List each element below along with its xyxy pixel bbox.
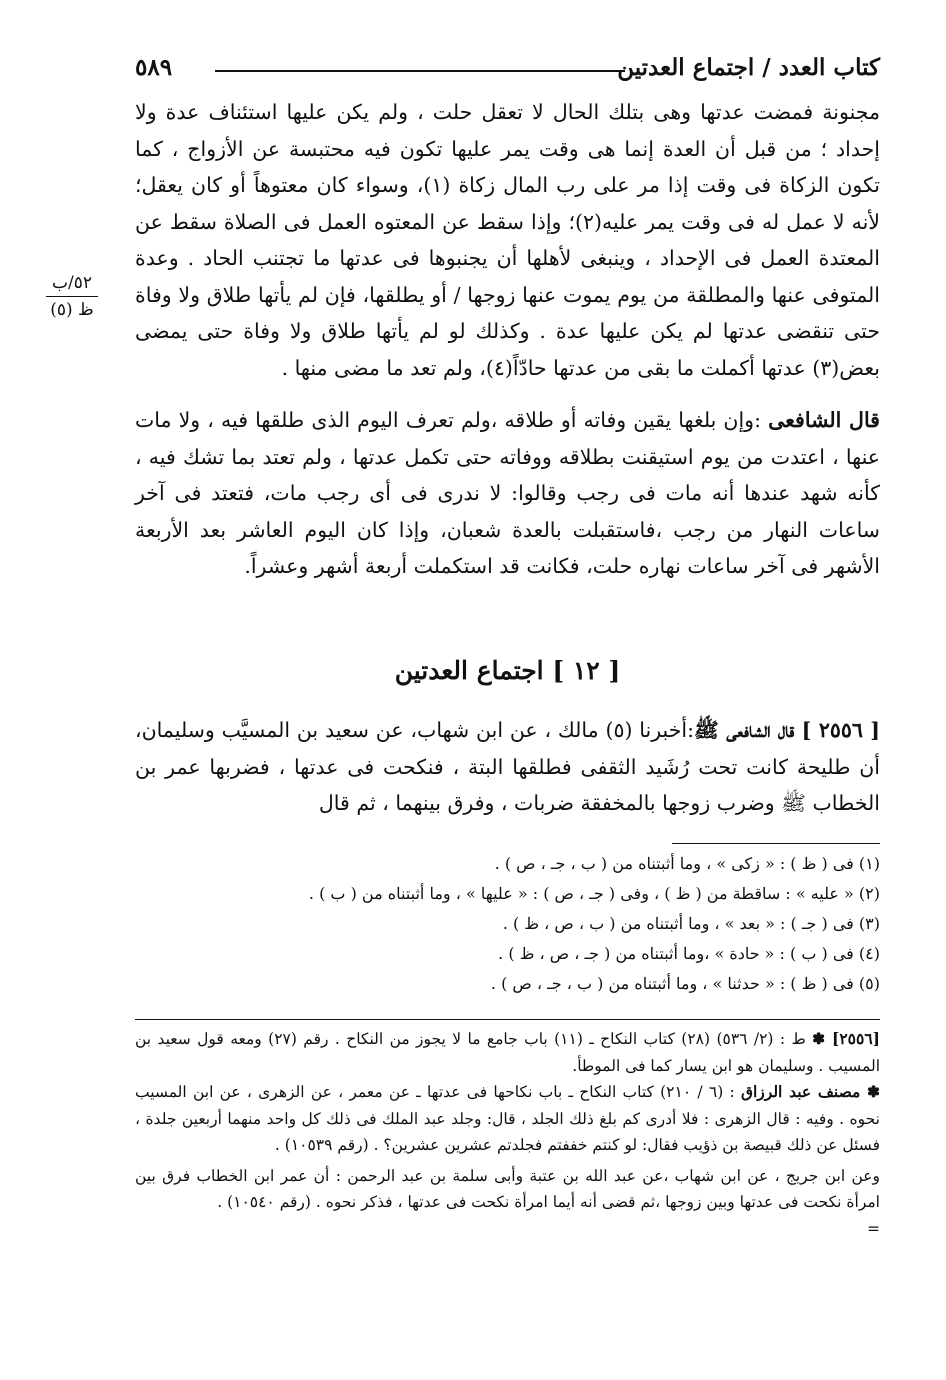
paragraph-2	[135, 402, 880, 585]
running-header	[135, 50, 880, 90]
paragraph-3-text: :أخبرنا (٥) مالك ، عن ابن شهاب، عن سعيد بن المسيَّب وسليمان، أن طليحة كانت تحت رُشَيد الثقفى فطلقها البتة ، فنكحت فى عدتها ، فضربها عمر بن الخطاب ﷺ وضرب زوجها بالمخفقة ضربات ، وفرق بينهما ، ثم قال	[135, 718, 880, 815]
footnote: (٥) فى ( ظ ) : « حدثنا » ، وما أثبتناه من ( ب ، جـ ، ص ) .	[490, 974, 880, 993]
footnote: (٢) « عليه » : ساقطة من ( ظ ) ، وفى ( جـ ، ص ) : « عليها » ، وما أثبتناه من ( ب ) .	[308, 884, 880, 903]
margin-note-rule	[46, 296, 98, 297]
margin-note-line-2: ظ (٥)	[50, 300, 94, 320]
paragraph-3-lead: [ ٢٥٥٦ ] قال الشافعى ﷺ	[694, 718, 880, 742]
source-entry-lead: [٢٥٥٦] ✽	[812, 1029, 880, 1048]
sources-rule	[135, 1019, 880, 1020]
source-entry-text: : (٦ / ٢١٠) كتاب النكاح ـ باب نكاحها فى عدتها ـ عن معمر ، عن الزهرى ، عن ابن المسيب نحوه . وفيه : قال الزهرى : فلا أدرى كم بلغ ذلك الجلد ، قال: وجلد عبد الملك فى ذلك كل واحد منهما أربعين جلدة ، فسئل عن ذلك قبيصة بن ذؤيب فقال: لو كنتم خففتم فجلدتم عشرين عشرين؟ . (رقم ١٠٥٣٩) .	[135, 1083, 880, 1154]
footnote: (٤) فى ( ب ) : « حادة » ،وما أثبتناه من ( جـ ، ص ، ظ ) .	[498, 944, 880, 963]
continuation-mark-text: =	[867, 1219, 880, 1238]
paragraph-3-body	[135, 712, 880, 822]
source-entry	[135, 1026, 880, 1079]
section-heading: [ ١٢ ] اجتماع العدتين	[394, 656, 621, 685]
footnotes	[135, 849, 880, 999]
source-entry-text: وعن ابن جريج ، عن ابن شهاب ،عن عبد الله بن عتبة وأبى سلمة بن عبد الرحمن : أن عمر ابن الخطاب فرق بين امرأة نكحت فى عدتها وبين زوجها ،ثم قضى أنه أيما امرأة نكحت فى عدتها ، فذكر نحوه . (رقم ١٠٥٤٠) .	[135, 1166, 880, 1211]
footnote: (١) فى ( ظ ) : « زكى » ، وما أثبتناه من ( ب ، جـ ، ص ) .	[494, 854, 880, 873]
hadith-sources	[135, 1026, 880, 1242]
margin-note-line-1: ٥٢/ب	[52, 273, 92, 293]
source-entry	[135, 1079, 880, 1159]
continuation-mark	[135, 1216, 880, 1243]
page-number: ٥٨٩	[135, 54, 173, 81]
paragraph-1-text: مجنونة فمضت عدتها وهى بتلك الحال لا تعقل حلت ، ولم يكن عليها استئناف عدة ولا إحداد ؛ من قبل أن العدة إنما هى وقت يمر عليها تكون فيه محتبسة عن الأزواج ، كما تكون الزكاة فى وقت إذا مر على رب المال زكاة (١)، وسواء كان معتوهاً أو كان يعقل؛ لأنه لا عمل له فى وقت يمر عليه(٢)؛ وإذا سقط عن المعتوه العمل فى الصلاة سقط عن المعتدة العمل فى الإحداد ، وينبغى لأهلها أن يجنبوها فى عدتها ما تجتنب الحاد . وعدة المتوفى عنها والمطلقة من يوم يموت عنها زوجها / أو يطلقها، فإن لم يأتها طلاق ولا وفاة حتى تنقضى عدتها لم يكن عليها عدة . وكذلك لو لم يأتها طلاق ولا وفاة حتى يمضى بعض(٣) عدتها أكملت ما بقى من عدتها حادّاً(٤)، ولم تعد ما مضى منها .	[135, 100, 881, 380]
paragraph-3	[135, 712, 880, 822]
paragraph-2-body	[135, 402, 880, 585]
header-rule	[215, 70, 625, 72]
manuscript-folio-note	[42, 272, 102, 321]
footnote: (٣) فى ( جـ ) : « بعد » ، وما أثبتناه من ( ب ، ص ، ظ ) .	[502, 914, 880, 933]
source-entry-lead: ✽ مصنف عبد الرزاق	[740, 1082, 881, 1101]
paragraph-2-text: :وإن بلغها يقين وفاته أو طلاقه ،ولم تعرف اليوم الذى طلقها فيه ، ولا مات عنها ، اعتدت من يوم استيقنت بطلاقه ووفاته حتى تكمل عدتها ، ولم تعتد بما تشك فيه ، كأنه شهد عندها أنه مات فى رجب وقالوا: لا ندرى فى أى رجب مات، فتعتد فى آخر ساعات النهار من رجب ،فاستقبلت بالعدة شعبان، وإذا كان اليوم العاشر بعد الأربعة الأشهر فى آخر ساعات نهاره حلت، فكانت قد استكملت أربعة أشهر وعشراً.	[135, 408, 880, 578]
source-entry	[135, 1163, 880, 1216]
paragraph-2-lead: قال الشافعى	[768, 408, 880, 432]
running-title: كتاب العدد / اجتماع العدتين	[617, 54, 880, 81]
footnote-rule	[672, 843, 880, 844]
paragraph-1	[135, 94, 880, 386]
source-entry-text: ط : (٢/ ٥٣٦) (٢٨) كتاب النكاح ـ (١١) باب جامع ما لا يجوز من النكاح . رقم (٢٧) ومعه قول سعيد بن المسيب . وسليمان هو ابن يسار كما فى الموطأ.	[135, 1030, 880, 1075]
